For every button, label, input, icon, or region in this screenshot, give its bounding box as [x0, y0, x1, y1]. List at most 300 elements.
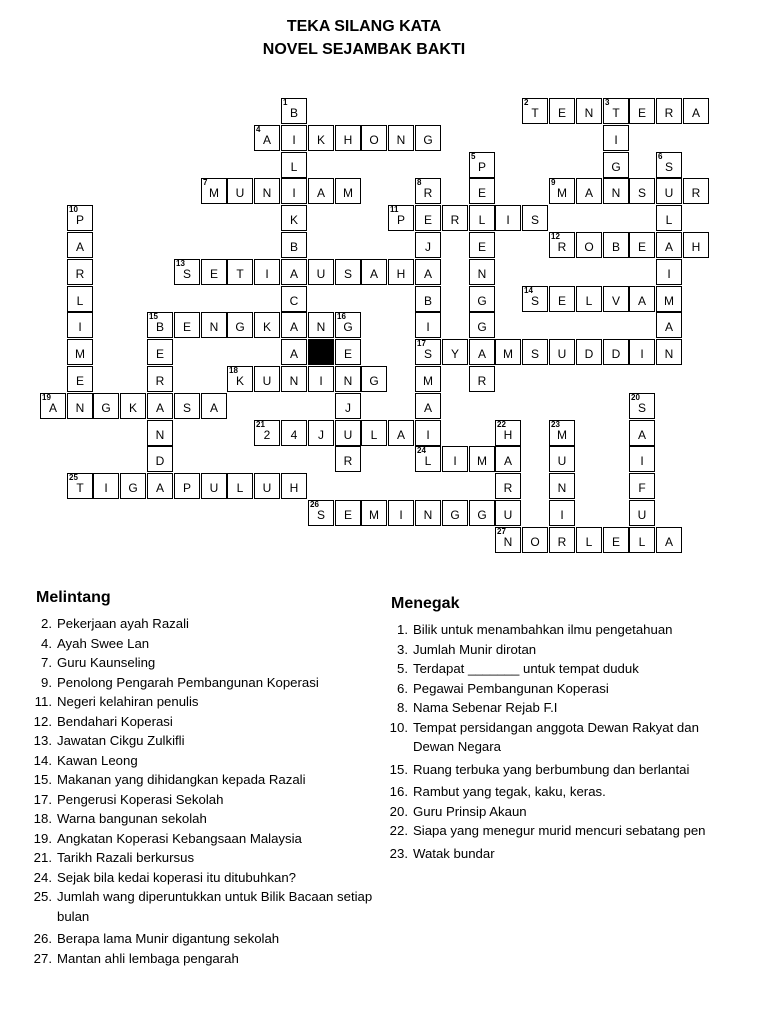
clue-text: Guru Kaunseling [57, 655, 156, 670]
crossword-cell[interactable] [227, 366, 253, 392]
clue-text: Nama Sebenar Rejab F.I [413, 700, 558, 715]
crossword-cell[interactable] [522, 286, 548, 312]
crossword-cell[interactable] [415, 259, 441, 285]
crossword-cell[interactable] [495, 500, 521, 526]
cell-letter: U [316, 267, 326, 281]
cell-letter: J [425, 240, 431, 254]
clue-text: Makanan yang dihidangkan kepada Razali [57, 772, 306, 787]
clue-text: Berapa lama Munir digantung sekolah [57, 931, 280, 946]
clue-number: 2. [41, 616, 52, 631]
crossword-cell[interactable] [495, 527, 521, 553]
clue-number: 8 [417, 178, 422, 187]
crossword-cell[interactable] [281, 152, 307, 178]
cell-letter: R [423, 186, 433, 200]
cell-letter: R [664, 106, 674, 120]
crossword-cell[interactable] [442, 500, 468, 526]
crossword-cell[interactable] [522, 527, 548, 553]
crossword-cell[interactable] [656, 98, 682, 124]
cell-letter: U [557, 347, 567, 361]
clue-text: Bendahari Koperasi [57, 713, 173, 729]
down-clue [384, 782, 734, 802]
cell-letter: L [585, 294, 593, 308]
crossword-cell[interactable] [629, 500, 655, 526]
crossword-cell[interactable] [469, 178, 495, 204]
cell-letter: L [424, 454, 432, 468]
clue-number: 7 [203, 178, 208, 187]
clue-number: 26. [33, 931, 52, 946]
cell-letter: E [637, 106, 646, 120]
crossword-cell[interactable] [147, 446, 173, 472]
cell-letter: U [664, 186, 674, 200]
crossword-cell[interactable] [656, 205, 682, 231]
crossword-cell[interactable] [147, 312, 173, 338]
crossword-cell[interactable] [335, 125, 361, 151]
crossword-cell[interactable] [603, 527, 629, 553]
cell-letter: G [101, 401, 111, 415]
crossword-cell[interactable] [308, 178, 334, 204]
crossword-cell[interactable] [469, 339, 495, 365]
cell-letter: N [155, 428, 165, 442]
crossword-cell[interactable] [629, 446, 655, 472]
crossword-cell[interactable] [522, 339, 548, 365]
crossword-cell[interactable] [469, 205, 495, 231]
cell-letter: I [560, 508, 564, 522]
crossword-cell[interactable] [281, 339, 307, 365]
clue-text: Ruang terbuka yang berbumbung dan berlantai [413, 761, 690, 777]
cell-letter: K [128, 401, 137, 415]
cell-letter: A [637, 294, 646, 308]
cell-letter: Y [450, 347, 459, 361]
crossword-cell[interactable] [629, 393, 655, 419]
clue-text: Guru Prinsip Akaun [413, 803, 527, 819]
crossword-cell[interactable] [415, 446, 441, 472]
crossword-cell[interactable] [415, 286, 441, 312]
crossword-cell[interactable] [469, 232, 495, 258]
crossword-cell[interactable] [254, 125, 280, 151]
clue-text: Negeri kelahiran penulis [57, 694, 199, 709]
crossword-cell[interactable] [549, 527, 575, 553]
cell-letter: A [48, 401, 57, 415]
cell-letter: S [530, 213, 539, 227]
crossword-cell[interactable] [603, 232, 629, 258]
cell-letter: E [155, 347, 164, 361]
cell-letter: I [506, 213, 510, 227]
crossword-cell[interactable] [549, 232, 575, 258]
crossword-cell[interactable] [93, 393, 119, 419]
crossword-cell[interactable] [522, 205, 548, 231]
crossword-cell[interactable] [603, 125, 629, 151]
crossword-cell[interactable] [254, 312, 280, 338]
crossword-cell[interactable] [335, 420, 361, 446]
crossword-cell[interactable] [415, 178, 441, 204]
crossword-cell[interactable] [629, 339, 655, 365]
cell-letter: N [396, 133, 406, 147]
crossword-cell[interactable] [415, 500, 441, 526]
clue-number: 13. [33, 733, 52, 748]
crossword-cell[interactable] [415, 205, 441, 231]
cell-letter: N [209, 320, 219, 334]
crossword-cell[interactable] [67, 205, 93, 231]
down-clue [384, 718, 734, 757]
cell-letter: U [235, 186, 245, 200]
crossword-cell[interactable] [174, 473, 200, 499]
crossword-cell[interactable] [388, 259, 414, 285]
crossword-cell[interactable] [576, 98, 602, 124]
crossword-cell[interactable] [415, 232, 441, 258]
cell-letter: R [557, 240, 567, 254]
clue-number: 5. [397, 661, 408, 676]
cell-letter: M [664, 294, 674, 308]
cell-letter: I [292, 186, 296, 200]
crossword-cell[interactable] [335, 259, 361, 285]
cell-letter: N [262, 186, 272, 200]
cell-letter: G [477, 294, 487, 308]
crossword-cell[interactable] [227, 259, 253, 285]
crossword-cell[interactable] [281, 312, 307, 338]
crossword-cell[interactable] [361, 125, 387, 151]
cell-letter: R [477, 374, 487, 388]
cell-letter: E [611, 535, 620, 549]
crossword-cell[interactable] [495, 420, 521, 446]
crossword-cell[interactable] [549, 286, 575, 312]
cell-letter: U [637, 508, 647, 522]
cell-letter: N [75, 401, 85, 415]
crossword-cell[interactable] [361, 420, 387, 446]
clue-number: 26 [310, 500, 319, 509]
crossword-cell[interactable] [67, 259, 93, 285]
crossword-cell[interactable] [549, 178, 575, 204]
cell-letter: K [316, 133, 325, 147]
crossword-cell[interactable] [629, 473, 655, 499]
crossword-cell[interactable] [576, 286, 602, 312]
cell-letter: U [343, 428, 353, 442]
crossword-cell[interactable] [415, 420, 441, 446]
crossword-cell[interactable] [308, 420, 334, 446]
cell-letter: E [182, 320, 191, 334]
crossword-cell[interactable] [174, 312, 200, 338]
cell-letter: G [477, 320, 487, 334]
crossword-cell[interactable] [603, 98, 629, 124]
cell-letter: M [503, 347, 513, 361]
crossword-cell[interactable] [281, 473, 307, 499]
cell-letter: I [319, 374, 323, 388]
crossword-cell[interactable] [603, 178, 629, 204]
crossword-cell[interactable] [656, 339, 682, 365]
crossword-cell[interactable] [308, 500, 334, 526]
cell-letter: P [75, 213, 84, 227]
crossword-cell[interactable] [603, 286, 629, 312]
crossword-cell[interactable] [361, 366, 387, 392]
crossword-cell[interactable] [40, 393, 66, 419]
crossword-cell[interactable] [308, 125, 334, 151]
cell-letter: D [611, 347, 621, 361]
clue-text: Angkatan Koperasi Kebangsaan Malaysia [57, 830, 302, 846]
crossword-cell[interactable] [281, 178, 307, 204]
down-clue [384, 698, 734, 718]
crossword-cell[interactable] [201, 473, 227, 499]
crossword-cell[interactable] [683, 178, 709, 204]
cell-letter: E [477, 240, 486, 254]
crossword-cell[interactable] [335, 178, 361, 204]
clue-text: Tempat persidangan anggota Dewan Rakyat dan Dewan Negara [413, 719, 699, 754]
down-clue [384, 620, 734, 640]
cell-letter: I [640, 347, 644, 361]
crossword-cell[interactable] [469, 500, 495, 526]
crossword-cell[interactable] [469, 446, 495, 472]
crossword-cell[interactable] [656, 152, 682, 178]
clue-text: Warna bangunan sekolah [57, 811, 207, 826]
cell-letter: A [423, 267, 432, 281]
crossword-cell[interactable] [549, 98, 575, 124]
crossword-cell[interactable] [308, 259, 334, 285]
crossword-cell[interactable] [656, 286, 682, 312]
cell-letter: A [664, 240, 673, 254]
crossword-cell[interactable] [67, 232, 93, 258]
crossword-cell[interactable] [469, 286, 495, 312]
crossword-cell[interactable] [629, 98, 655, 124]
crossword-cell[interactable] [227, 178, 253, 204]
crossword-cell[interactable] [495, 473, 521, 499]
crossword-cell[interactable] [281, 420, 307, 446]
crossword-cell[interactable] [120, 393, 146, 419]
crossword-cell[interactable] [469, 312, 495, 338]
crossword-cell[interactable] [335, 393, 361, 419]
cell-letter: A [664, 535, 673, 549]
crossword-cell[interactable] [93, 473, 119, 499]
crossword-cell[interactable] [415, 393, 441, 419]
crossword-cell[interactable] [388, 420, 414, 446]
crossword-cell[interactable] [683, 232, 709, 258]
crossword-cell[interactable] [576, 178, 602, 204]
crossword-cell[interactable] [469, 259, 495, 285]
crossword-cell[interactable] [147, 366, 173, 392]
crossword-cell[interactable] [415, 312, 441, 338]
crossword-cell[interactable] [335, 312, 361, 338]
clue-number: 24. [33, 869, 52, 885]
across-clue [28, 790, 378, 810]
cell-letter: M [343, 186, 353, 200]
cell-letter: J [318, 428, 324, 442]
crossword-cell[interactable] [67, 473, 93, 499]
cell-letter: E [343, 508, 352, 522]
crossword-cell[interactable] [147, 420, 173, 446]
crossword-cell[interactable] [254, 473, 280, 499]
cell-letter: B [155, 320, 164, 334]
clue-number: 15. [33, 772, 52, 787]
clue-number: 22. [389, 823, 408, 838]
crossword-cell[interactable] [281, 286, 307, 312]
cell-letter: D [155, 454, 165, 468]
clue-number: 3. [397, 641, 408, 657]
crossword-cell[interactable] [308, 312, 334, 338]
cell-letter: G [611, 160, 621, 174]
cell-letter: N [289, 374, 299, 388]
crossword-cell[interactable] [388, 500, 414, 526]
down-clue [384, 821, 734, 841]
across-clue [28, 712, 378, 732]
clue-number: 12. [33, 713, 52, 729]
crossword-cell[interactable] [629, 232, 655, 258]
crossword-cell[interactable] [174, 393, 200, 419]
across-clue [28, 887, 378, 926]
down-clue [384, 659, 734, 679]
crossword-cell[interactable] [281, 366, 307, 392]
crossword-cell[interactable] [361, 259, 387, 285]
cell-letter: I [265, 267, 269, 281]
cell-letter: S [343, 267, 352, 281]
cell-letter: G [235, 320, 245, 334]
cell-letter: E [423, 213, 432, 227]
crossword-cell[interactable] [629, 286, 655, 312]
crossword-cell[interactable] [656, 178, 682, 204]
crossword-cell[interactable] [469, 366, 495, 392]
cell-letter: N [584, 106, 594, 120]
cell-letter: G [450, 508, 460, 522]
clue-number: 6. [397, 680, 408, 696]
cell-letter: G [343, 320, 353, 334]
crossword-cell[interactable] [522, 98, 548, 124]
crossword-cell[interactable] [335, 500, 361, 526]
crossword-cell[interactable] [254, 420, 280, 446]
crossword-cell[interactable] [656, 527, 682, 553]
cell-letter: E [477, 186, 486, 200]
crossword-cell[interactable] [576, 339, 602, 365]
crossword-cell[interactable] [656, 312, 682, 338]
crossword-cell[interactable] [335, 339, 361, 365]
down-heading: Menegak [391, 595, 460, 612]
cell-letter: I [426, 320, 430, 334]
crossword-cell[interactable] [495, 339, 521, 365]
crossword-cell[interactable] [67, 286, 93, 312]
crossword-cell[interactable] [147, 339, 173, 365]
cell-letter: N [423, 508, 433, 522]
crossword-cell[interactable] [67, 366, 93, 392]
cell-letter: 2 [263, 428, 271, 442]
cell-letter: G [369, 374, 379, 388]
crossword-cell[interactable] [147, 393, 173, 419]
crossword-cell[interactable] [495, 446, 521, 472]
crossword-cell[interactable] [576, 527, 602, 553]
cell-letter: S [316, 508, 325, 522]
crossword-cell[interactable] [281, 232, 307, 258]
cell-letter: A [75, 240, 84, 254]
crossword-cell[interactable] [67, 339, 93, 365]
crossword-cell[interactable] [254, 259, 280, 285]
crossword-cell[interactable] [469, 152, 495, 178]
crossword-cell[interactable] [227, 312, 253, 338]
crossword-cell[interactable] [201, 178, 227, 204]
clue-number: 10 [69, 205, 78, 214]
crossword-cell[interactable] [281, 205, 307, 231]
crossword-cell[interactable] [629, 527, 655, 553]
crossword-cell[interactable] [335, 366, 361, 392]
crossword-cell[interactable] [549, 339, 575, 365]
cell-letter: I [453, 454, 457, 468]
crossword-cell[interactable] [415, 339, 441, 365]
crossword-cell[interactable] [656, 259, 682, 285]
crossword-cell[interactable] [308, 366, 334, 392]
crossword-cell[interactable] [549, 420, 575, 446]
crossword-cell[interactable] [281, 259, 307, 285]
down-clue [384, 760, 734, 780]
across-clue [28, 809, 378, 829]
crossword-cell[interactable] [629, 420, 655, 446]
crossword-cell[interactable] [201, 259, 227, 285]
crossword-cell[interactable] [683, 98, 709, 124]
crossword-cell[interactable] [254, 178, 280, 204]
cell-letter: A [316, 186, 325, 200]
crossword-cell[interactable] [442, 446, 468, 472]
across-clue [28, 949, 378, 969]
crossword-cell[interactable] [120, 473, 146, 499]
cell-letter: I [292, 133, 296, 147]
crossword-cell[interactable] [147, 473, 173, 499]
cell-letter: L [236, 481, 244, 495]
crossword-cell[interactable] [361, 500, 387, 526]
crossword-cell[interactable] [549, 473, 575, 499]
crossword-cell[interactable] [603, 339, 629, 365]
cell-letter: U [557, 454, 567, 468]
crossword-cell[interactable] [281, 98, 307, 124]
crossword-cell[interactable] [549, 446, 575, 472]
crossword-cell[interactable] [67, 393, 93, 419]
cell-letter: A [664, 320, 673, 334]
cell-letter: L [290, 160, 298, 174]
cell-letter: O [530, 535, 540, 549]
clue-number: 22 [497, 420, 506, 429]
crossword-cell[interactable] [442, 339, 468, 365]
clue-number: 17. [33, 791, 52, 807]
cell-letter: N [557, 481, 567, 495]
crossword-cell[interactable] [576, 232, 602, 258]
cell-letter: U [262, 374, 272, 388]
crossword-cell[interactable] [656, 232, 682, 258]
cell-letter: L [585, 535, 593, 549]
crossword-cell[interactable] [495, 205, 521, 231]
clue-number: 16. [389, 784, 408, 799]
crossword-cell[interactable] [281, 125, 307, 151]
crossword-cell[interactable] [388, 125, 414, 151]
crossword-cell[interactable] [388, 205, 414, 231]
crossword-cell[interactable] [254, 366, 280, 392]
cell-letter: I [78, 320, 82, 334]
across-clue [28, 848, 378, 868]
crossword-cell[interactable] [603, 152, 629, 178]
cell-letter: P [182, 481, 191, 495]
cell-letter: H [691, 240, 701, 254]
crossword-cell[interactable] [415, 125, 441, 151]
crossword-cell[interactable] [174, 259, 200, 285]
clue-number: 27 [497, 527, 506, 536]
cell-letter: B [611, 240, 620, 254]
clue-text: Terdapat _______ untuk tempat duduk [413, 661, 639, 676]
cell-letter: J [345, 401, 351, 415]
crossword-cell[interactable] [201, 312, 227, 338]
crossword-cell[interactable] [227, 473, 253, 499]
crossword-black-cell [308, 339, 334, 365]
crossword-cell[interactable] [549, 500, 575, 526]
crossword-cell[interactable] [201, 393, 227, 419]
crossword-cell[interactable] [335, 446, 361, 472]
crossword-cell[interactable] [67, 312, 93, 338]
cell-letter: G [477, 508, 487, 522]
crossword-cell[interactable] [442, 205, 468, 231]
cell-letter: L [76, 294, 84, 308]
crossword-cell[interactable] [415, 366, 441, 392]
across-clue [28, 929, 378, 949]
crossword-cell[interactable] [629, 178, 655, 204]
cell-letter: K [289, 213, 298, 227]
